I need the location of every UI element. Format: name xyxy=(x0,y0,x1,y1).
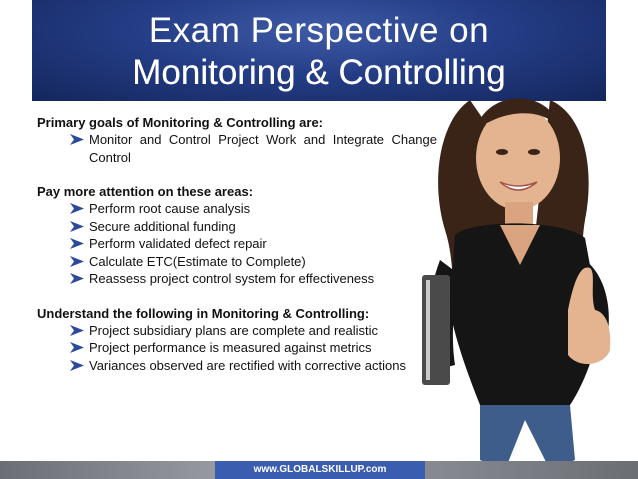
arrow-bullet-icon xyxy=(70,203,84,214)
arrow-bullet-icon xyxy=(70,221,84,232)
arrow-bullet-icon xyxy=(70,360,84,371)
arrow-bullet-icon xyxy=(70,273,84,284)
slide-title xyxy=(32,10,606,94)
list-item xyxy=(37,218,437,236)
section-heading-primary-goals: Primary goals of Monitoring & Controlling are: xyxy=(37,115,324,130)
list-item xyxy=(37,357,437,375)
list-item-text: Monitor and Control Project Work and Integrate Change Control xyxy=(89,132,437,165)
list-item-text: Reassess project control system for effectiveness xyxy=(89,271,375,286)
arrow-bullet-icon xyxy=(70,134,84,145)
list-pay-attention xyxy=(37,200,437,288)
list-item-text: Perform root cause analysis xyxy=(89,201,251,216)
section-heading-understand: Understand the following in Monitoring & Controlling: xyxy=(37,305,370,321)
arrow-bullet-icon xyxy=(70,325,84,336)
list-item xyxy=(37,253,437,271)
list-item xyxy=(37,339,437,357)
list-item xyxy=(37,235,437,253)
footer-url[interactable]: www.GLOBALSKILLUP.com xyxy=(215,461,425,479)
title-line-1: Exam Perspective on xyxy=(148,11,490,50)
list-item xyxy=(37,200,437,218)
arrow-bullet-icon xyxy=(70,256,84,267)
list-item xyxy=(37,270,437,288)
section-heading-pay-attention: Pay more attention on these areas: xyxy=(37,184,254,199)
arrow-bullet-icon xyxy=(70,238,84,249)
list-understand xyxy=(37,322,437,375)
list-primary-goals xyxy=(37,131,437,166)
list-item-text: Perform validated defect repair xyxy=(89,236,267,251)
list-item-text: Variances observed are rectified with corrective actions xyxy=(89,357,406,373)
list-item xyxy=(37,322,437,340)
list-item xyxy=(37,131,437,166)
list-item-text: Calculate ETC(Estimate to Complete) xyxy=(89,253,306,269)
list-item-text: Project subsidiary plans are complete and realistic xyxy=(89,322,379,338)
slide-body xyxy=(37,114,437,374)
list-item-text: Secure additional funding xyxy=(89,218,236,234)
title-line-2-text: Monitoring & Controlling xyxy=(132,53,506,92)
list-item-text: Project performance is measured against metrics xyxy=(89,340,372,355)
arrow-bullet-icon xyxy=(70,342,84,353)
